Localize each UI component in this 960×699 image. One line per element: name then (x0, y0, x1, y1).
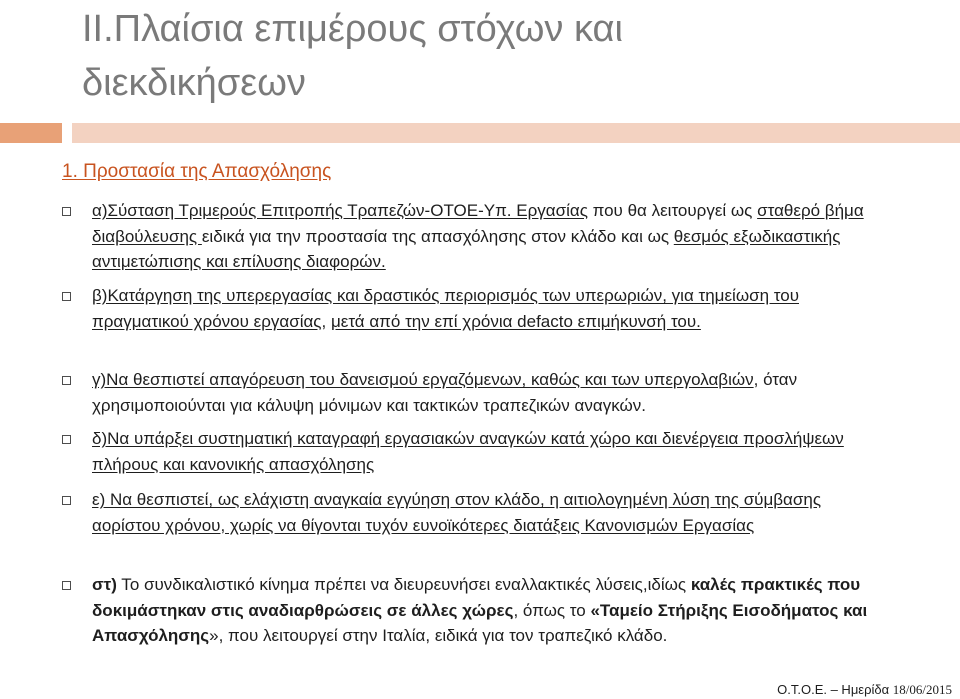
footer-date: 18/06/2015 (892, 682, 952, 697)
bullet-item-f (62, 572, 882, 649)
section-heading: 1. Προστασία της Απασχόλησης (62, 161, 332, 182)
bullet-item-d (62, 426, 882, 477)
decorative-bar-right (72, 123, 960, 143)
bullet-text: γ)Να θεσπιστεί απαγόρευση του δανεισμού εργαζόμενων, καθώς και των υπεργολαβιών, όταν χρησιμοποιούνται για κάλυψη μόνιμων και τακτικών τραπεζικών αναγκών. (92, 370, 798, 415)
square-bullet-icon (62, 292, 71, 301)
title-line-2: διεκδικήσεων (82, 62, 306, 104)
bullet-text: ε) Να θεσπιστεί, ως ελάχιστη αναγκαία εγγύηση στον κλάδο, η αιτιολογημένη λύση της σύμβασης αορίστου χρόνου, χωρίς να θίγονται τυχόν ευνοϊκότερες διατάξεις Κανονισμών Εργασίας (92, 490, 822, 535)
square-bullet-icon (62, 376, 71, 385)
bullet-item-a (62, 198, 882, 275)
square-bullet-icon (62, 581, 71, 590)
square-bullet-icon (62, 435, 71, 444)
bullet-item-c (62, 367, 882, 418)
bullet-text: α)Σύσταση Τριμερούς Επιτροπής Τραπεζών-ΟΤΟΕ-Υπ. Εργασίας που θα λειτουργεί ως σταθερό βήμα διαβούλευσης ειδικά για την προστασία της απασχόλησης στον κλάδο και ως θεσμός εξωδικαστικής αντιμετώπισης και επίλυσης διαφορών. (92, 201, 864, 271)
footer-org: Ο.Τ.Ο.Ε. – Ημερίδα (777, 682, 893, 697)
bullet-item-b (62, 283, 882, 334)
bullet-text: β)Κατάργηση της υπερεργασίας και δραστικός περιορισμός των υπερωριών, για τημείωση του πραγματικού χρόνου εργασίας, μετά από την επί χρόνια defacto επιμήκυνσή του. (92, 286, 799, 331)
decorative-bar-left (0, 123, 62, 143)
square-bullet-icon (62, 207, 71, 216)
footer (777, 682, 952, 698)
bullet-item-e (62, 487, 882, 538)
bullet-text: δ)Να υπάρξει συστηματική καταγραφή εργασιακών αναγκών κατά χώρο και διενέργεια προσλήψεων πλήρους και κανονικής απασχόλησης (92, 429, 844, 474)
square-bullet-icon (62, 496, 71, 505)
bullet-text: στ) Το συνδικαλιστικό κίνημα πρέπει να διευρευνήσει εναλλακτικές λύσεις,ιδίως καλές πρακτικές που δοκιμάστηκαν στις αναδιαρθρώσεις σε άλλες χώρες, όπως το «Ταμείο Στήριξης Εισοδήματος και Απασχόλησης», που λειτουργεί στην Ιταλία, ειδικά για τον τραπεζικό κλάδο. (92, 575, 868, 645)
slide-title (82, 2, 942, 110)
title-line-1: II.Πλαίσια επιμέρους στόχων και (82, 8, 623, 50)
